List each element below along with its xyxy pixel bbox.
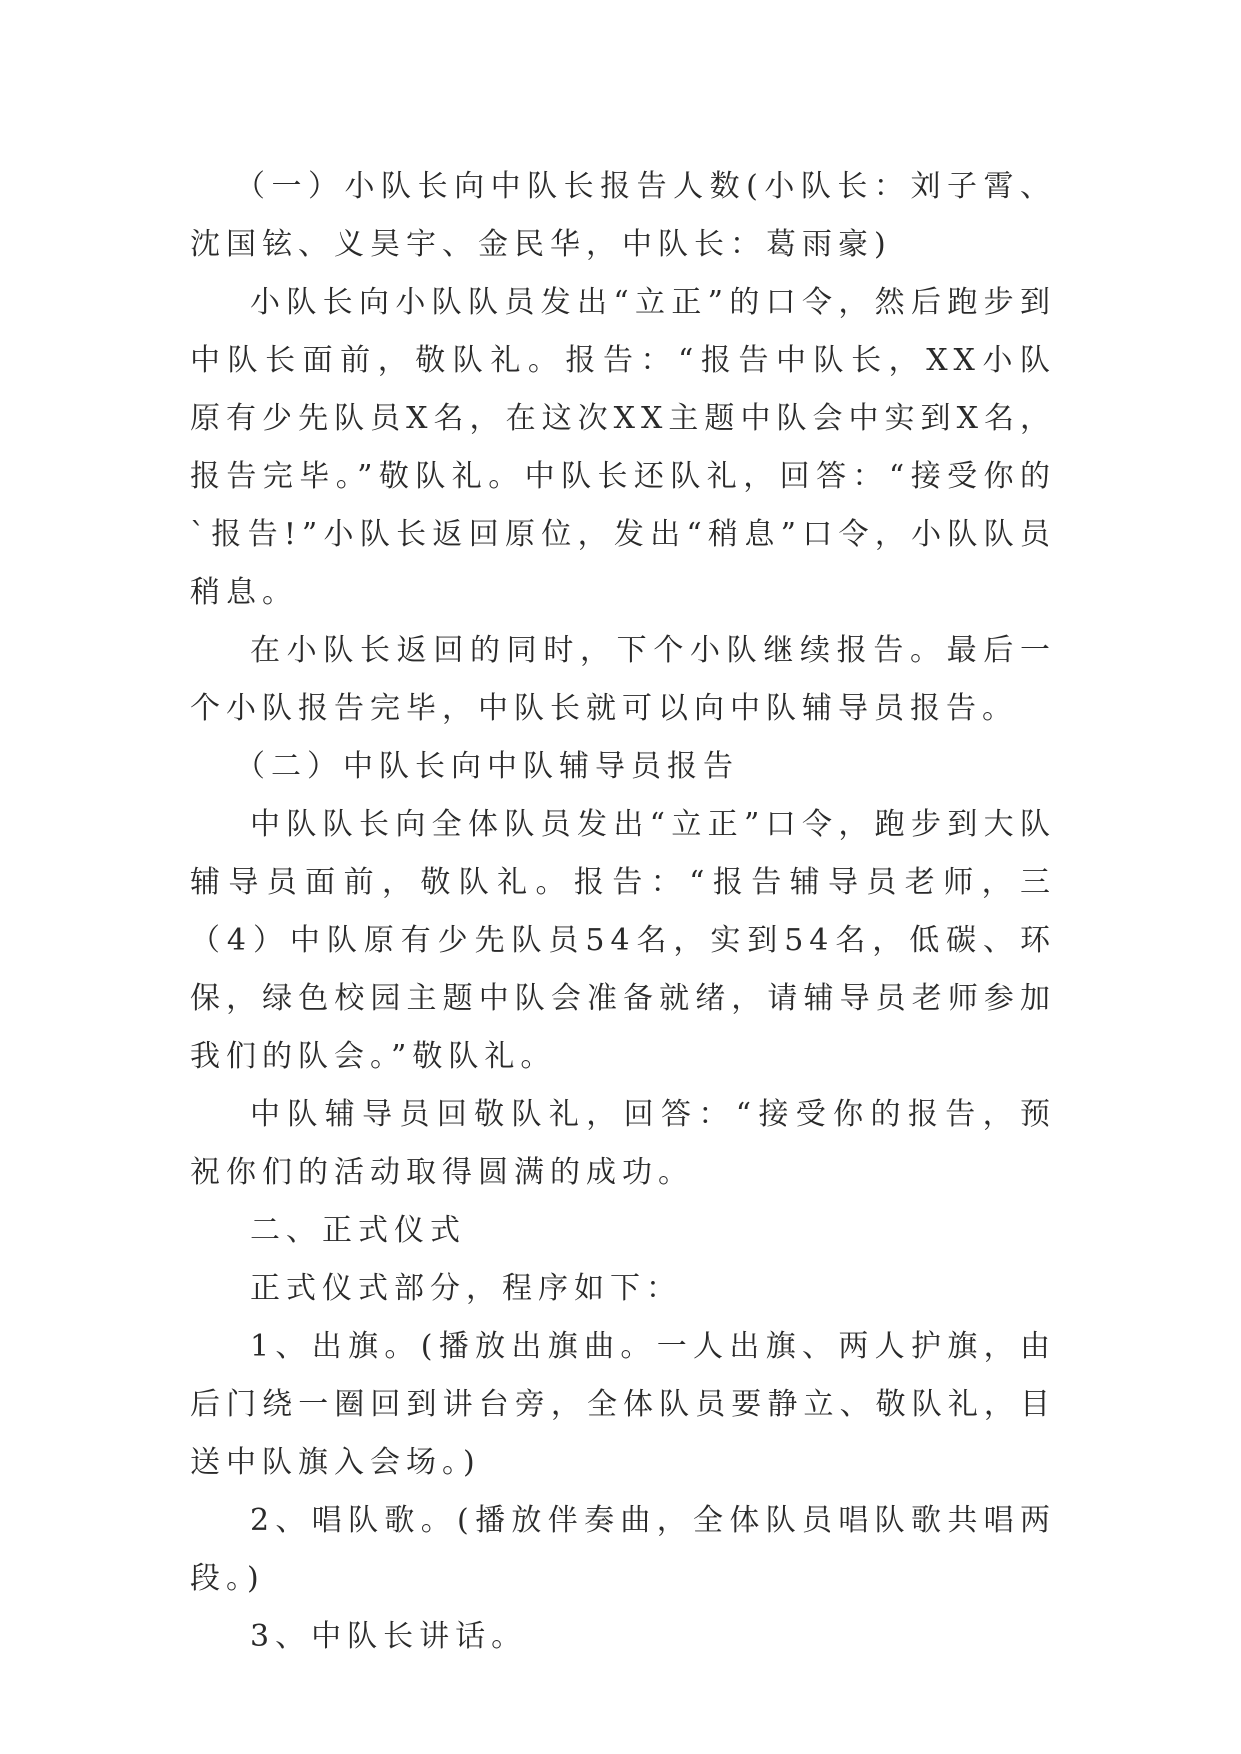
paragraph-next-squad: 在小队长返回的同时，下个小队继续报告。最后一个小队报告完毕，中队长就可以向中队辅导员报告。 [190,633,1056,726]
paragraph-squad-leader-report: 小队长向小队队员发出“立正”的口令，然后跑步到中队长面前，敬队礼。报告：“报告中队长，XX小队原有少先队员X名，在这次XX主题中队会中实到X名，报告完毕。”敬队礼。中队长还队礼，回答：“接受你的`报告!”小队长返回原位，发出“稍息”口令，小队队员稍息。 [190,285,1056,610]
list-item-flag: 1、出旗。(播放出旗曲。一人出旗、两人护旗，由后门绕一圈回到讲台旁，全体队员要静立、敬队礼，目送中队旗入会场。) [190,1329,1056,1480]
document-body [190,158,1056,1666]
paragraph-counselor-reply: 中队辅导员回敬队礼，回答：“接受你的报告，预祝你们的活动取得圆满的成功。 [190,1097,1056,1190]
section-heading-squad-report: （一）小队长向中队长报告人数(小队长：刘子霄、沈国铉、义昊宇、金民华，中队长：葛雨豪) [190,169,1056,262]
paragraph-procedure-intro: 正式仪式部分，程序如下： [250,1271,682,1306]
list-item-speech: 3、中队长讲话。 [250,1619,528,1654]
list-item-anthem: 2、唱队歌。(播放伴奏曲，全体队员唱队歌共唱两段。) [190,1503,1056,1596]
section-heading-counselor-report: （二）中队长向中队辅导员报告 [235,749,739,784]
section-heading-formal-ceremony: 二、正式仪式 [250,1213,466,1248]
paragraph-counselor-report: 中队队长向全体队员发出“立正”口令，跑步到大队辅导员面前，敬队礼。报告：“报告辅导员老师，三（4）中队原有少先队员54名，实到54名，低碳、环保，绿色校园主题中队会准备就绪，请辅导员老师参加我们的队会。”敬队礼。 [190,807,1056,1074]
